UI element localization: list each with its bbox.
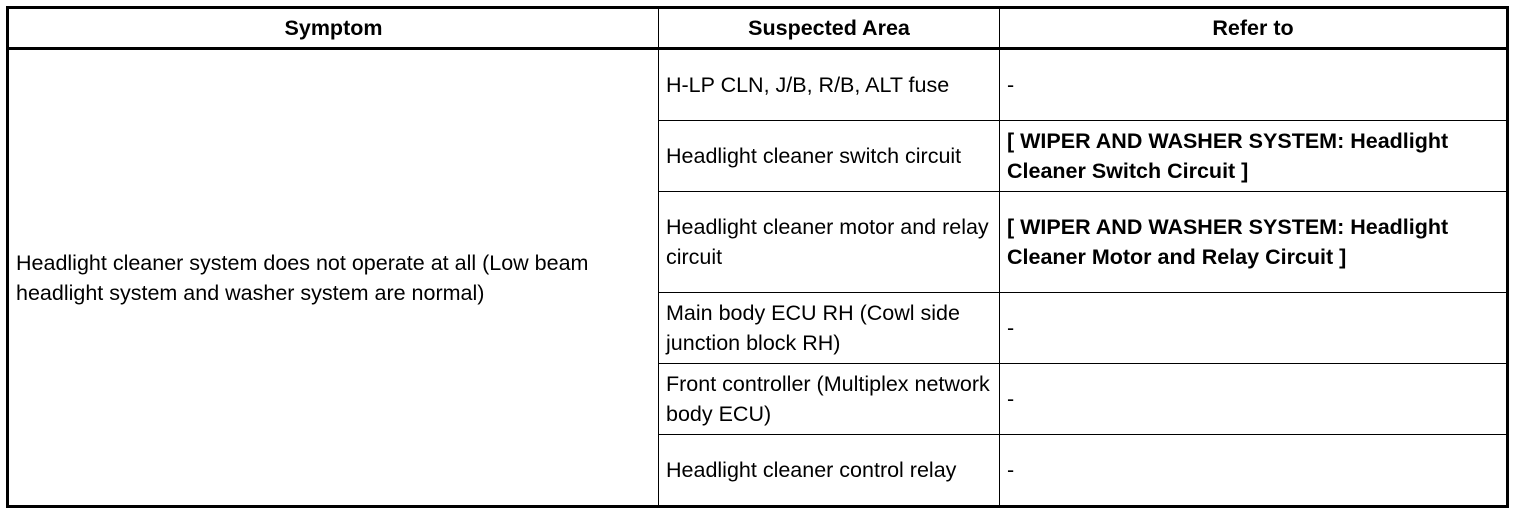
suspected-area-cell: Headlight cleaner control relay bbox=[659, 435, 1000, 507]
refer-to-link[interactable]: [ WIPER AND WASHER SYSTEM: Headlight Cleaner Switch Circuit ] bbox=[1000, 121, 1508, 192]
table-row bbox=[8, 49, 1508, 121]
suspected-area-cell: Headlight cleaner switch circuit bbox=[659, 121, 1000, 192]
troubleshooting-table bbox=[6, 6, 1509, 508]
refer-to-cell: - bbox=[1000, 364, 1508, 435]
refer-to-cell: - bbox=[1000, 293, 1508, 364]
refer-to-cell: - bbox=[1000, 435, 1508, 507]
refer-to-cell: - bbox=[1000, 49, 1508, 121]
refer-to-link[interactable]: [ WIPER AND WASHER SYSTEM: Headlight Cleaner Motor and Relay Circuit ] bbox=[1000, 192, 1508, 293]
header-suspected-area: Suspected Area bbox=[659, 8, 1000, 49]
symptom-cell: Headlight cleaner system does not operate at all (Low beam headlight system and washer system are normal) bbox=[8, 49, 659, 507]
suspected-area-cell: Main body ECU RH (Cowl side junction block RH) bbox=[659, 293, 1000, 364]
suspected-area-cell: H-LP CLN, J/B, R/B, ALT fuse bbox=[659, 49, 1000, 121]
suspected-area-cell: Headlight cleaner motor and relay circuit bbox=[659, 192, 1000, 293]
header-refer-to: Refer to bbox=[1000, 8, 1508, 49]
table-header-row bbox=[8, 8, 1508, 49]
header-symptom: Symptom bbox=[8, 8, 659, 49]
suspected-area-cell: Front controller (Multiplex network body ECU) bbox=[659, 364, 1000, 435]
